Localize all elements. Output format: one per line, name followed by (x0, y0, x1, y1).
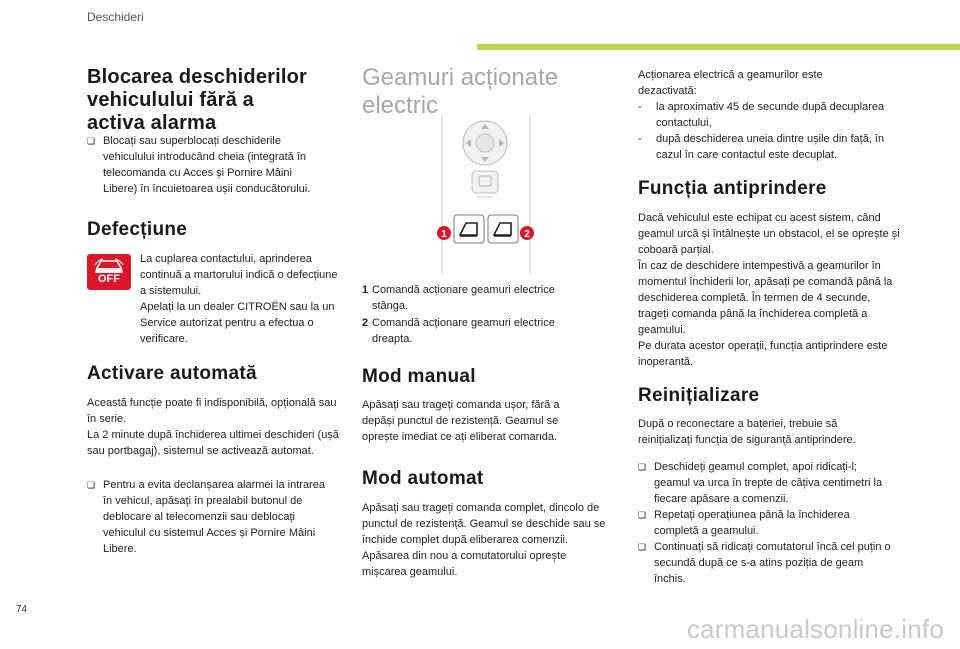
list-item: - la aproximativ 45 de secunde după decuplarea contactului, (638, 101, 885, 129)
antipinch-text: Dacă vehiculul este echipat cu acest sistem, când geamul urcă și întâlnește un obstacol, el se oprește și coboară parțial. În caz de deschidere intempestivă a geamurilor în momentul închiderii lor, apăsați pe comandă până la deschiderea completă. În termen de 4 secunde, trageți comanda până la închiderea completă a geamului. Pe durata acestor operații, funcția antiprindere este inoperantă. (638, 212, 900, 368)
list-item: ❏ Repetați operațiunea până la închiderea completă a geamului. (638, 509, 850, 537)
alarm-off-icon (87, 254, 131, 290)
watermark: carmanualsonline.info (686, 614, 944, 644)
deactivation-intro: Acționarea electrică a geamurilor este dezactivată: (638, 69, 823, 97)
auto-activation-bullet (87, 477, 327, 557)
legend-item: 2 Comandă acționare geamuri electrice dreapta. (362, 317, 555, 345)
antipinch-title: Funcția antiprindere (638, 178, 827, 199)
fault-title: Defecțiune (87, 219, 188, 240)
list-item: - după deschiderea uneia dintre ușile din față, în cazul în care contactul este decuplat. (638, 133, 885, 161)
bullet-checkbox-icon: ❏ (87, 136, 96, 146)
window-switch-right-icon (488, 215, 518, 243)
list-item: ❏ Deschideți geamul complet, apoi ridicați-l; geamul va urca în trepte de câțiva centimetri la fiecare apăsare a comenzii. (638, 461, 883, 505)
windows-title: Geamuri acționate electric (362, 64, 559, 119)
mirror-control-icon (463, 121, 507, 165)
lock-title: Blocarea deschiderilor vehiculului fără a activa alarma (87, 66, 308, 134)
bullet-checkbox-icon: ❏ (638, 542, 647, 552)
auto-activation-title: Activare automată (87, 363, 257, 384)
bullet-checkbox-icon: ❏ (87, 480, 96, 490)
section-label: Deschideri (87, 10, 144, 24)
reset-title: Reinițializare (638, 385, 760, 406)
window-switch-figure (436, 115, 536, 275)
figure-legend (362, 282, 592, 347)
selector-button-icon (472, 171, 498, 197)
auto-activation-text: Această funcție poate fi indisponibilă, opțională sau în serie. La 2 minute după închiderea ultimei deschideri (ușă sau portbagaj), sistemul se activează automat. (87, 397, 339, 457)
callout-1-label: 1 (441, 229, 447, 240)
page-number: 74 (16, 604, 28, 615)
deactivation-list (638, 99, 900, 163)
automatic-mode-title: Mod automat (362, 468, 484, 489)
reset-text: După o reconectare a bateriei, trebuie să reinițializați funcția de siguranță antiprindere. (638, 418, 856, 446)
lock-bullet-text: Blocați sau superblocați deschiderile vehiculului introducând cheia (integrată în telecomanda cu Acces și Pornire Mâini Libere) în încuietoarea ușii conducătorului. (103, 135, 311, 195)
fault-text: La cuplarea contactului, aprinderea continuă a martorului indică o defecțiune a sistemului. Apelați la un dealer CITROËN sau la un Service autorizat pentru a efectua o verificare. (140, 253, 338, 345)
callout-2-label: 2 (524, 229, 530, 240)
bullet-checkbox-icon: ❏ (638, 462, 647, 472)
auto-activation-bullet-text: Pentru a evita declanșarea alarmei la intrarea în vehicul, apăsați în prealabil butonul de deblocare al telecomenzii sau deblocați vehiculul cu sistemul Acces și Pornire Mâini Libere. (103, 479, 325, 555)
window-switch-left-icon (454, 215, 484, 243)
alarm-off-label: OFF (98, 273, 120, 285)
list-item: ❏ Continuați să ridicați comutatorul încă cel puțin o secundă după ce s-a atins poziția de geam închis. (638, 541, 891, 585)
automatic-mode-text: Apăsați sau trageți comanda complet, dincolo de punctul de rezistență. Geamul se deschide sau se închide complet după eliberarea comenzii. Apăsarea din nou a comutatorului oprește mișcarea geamului. (362, 502, 606, 578)
manual-mode-title: Mod manual (362, 366, 476, 387)
lock-bullet (87, 133, 322, 197)
manual-mode-text: Apăsați sau trageți comanda ușor, fără a depăși punctul de rezistență. Geamul se oprește imediat ce ați eliberat comanda. (362, 399, 560, 443)
section-accent-bar (477, 44, 960, 50)
bullet-checkbox-icon: ❏ (638, 510, 647, 520)
reset-steps (638, 459, 896, 587)
legend-item: 1 Comandă acționare geamuri electrice stânga. (362, 284, 555, 312)
